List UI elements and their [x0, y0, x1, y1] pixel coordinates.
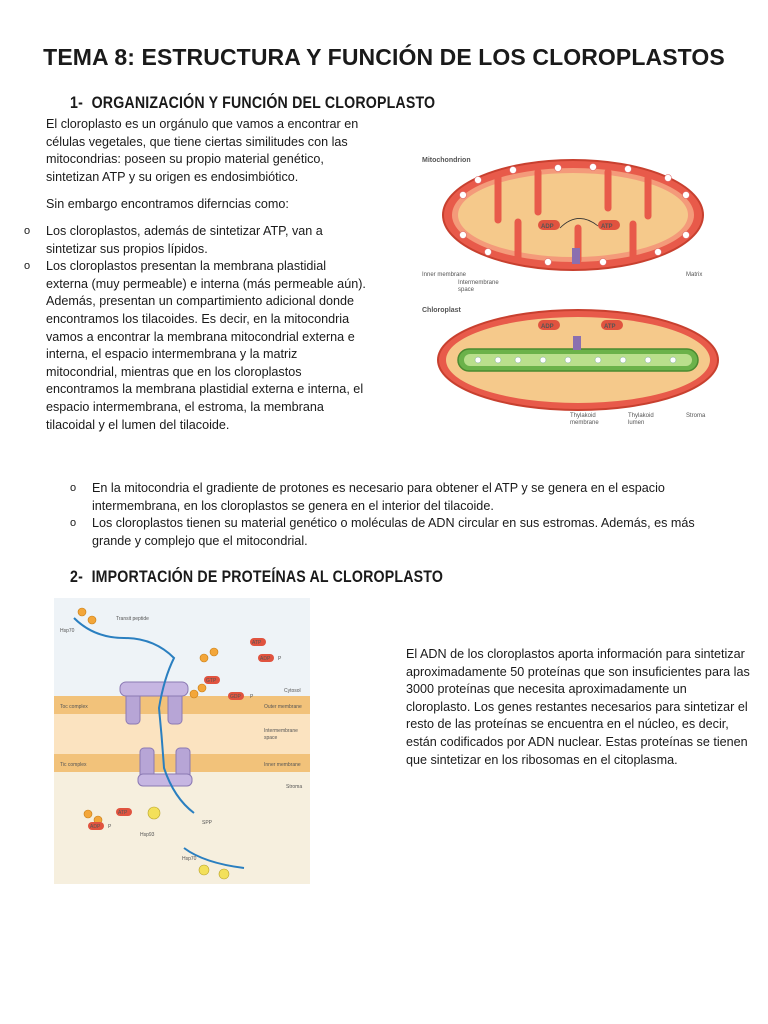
page-title: TEMA 8: ESTRUCTURA Y FUNCIÓN DE LOS CLOROPLASTOS [43, 44, 725, 70]
intro-paragraph: El cloroplasto es un orgánulo que vamos a encontrar en células vegetales, que tiene ciertas similitudes con las mitocondrias: poseen su propio material genético, sintetizan ATP y su origen es endosimbiótico. [46, 117, 359, 184]
mito-intermembrane-label: Intermembrane [458, 280, 499, 286]
import-hsp93-label: Hsp93 [140, 832, 155, 838]
section-1-heading [70, 94, 435, 113]
bullet-marker: o [70, 517, 77, 530]
import-gtp-label: GTP [206, 678, 217, 684]
chloroplast-illustration [438, 310, 718, 410]
bullet-marker: o [24, 224, 31, 237]
bullet-marker: o [24, 260, 31, 273]
bullet-list-bottom [46, 480, 726, 550]
section-1-bullets-wide [46, 480, 726, 550]
import-intermembrane-label: Intermembrane [264, 728, 298, 734]
chloro-atp-label: ATP [604, 324, 616, 330]
list-item [0, 258, 366, 434]
mito-matrix-label: Matrix [686, 272, 703, 278]
list-item-text: Los cloroplastos tienen su material genético o moléculas de ADN circular en sus estromas. Además, es más grande y complejo que el mitocondrial. [92, 516, 695, 548]
mito-inner-membrane-label: Inner membrane [422, 272, 467, 278]
thylakoid-membrane-label-2: membrane [570, 420, 599, 426]
bullet-marker: o [70, 482, 77, 494]
chloro-adp-label: ADP [541, 324, 554, 330]
list-item [46, 515, 726, 550]
chloro-title: Chloroplast [422, 307, 461, 314]
import-atp-label-1: ATP [252, 640, 262, 646]
list-item-text: En la mitocondria el gradiente de protones es necesario para obtener el ATP y se genera en el espacio intermembrana, en los cloroplastos se genera en el interior del tilacoide. [92, 481, 665, 513]
import-outer-membrane-label: Outer membrane [264, 704, 302, 710]
import-hsp70-label-2: Hsp70 [182, 856, 197, 862]
section-2-heading [70, 568, 443, 587]
import-hsp70-label: Hsp70 [60, 628, 75, 634]
section-1-text [24, 116, 366, 434]
import-toc-label: Toc complex [60, 704, 88, 710]
thylakoid-lumen-label: Thylakoid [628, 413, 654, 419]
import-tic-label: Tic complex [60, 762, 87, 768]
import-pi-label-1: P [278, 656, 282, 662]
import-adp-label-2: ADP [90, 824, 101, 830]
mito-atp-label: ATP [601, 224, 613, 230]
thylakoid-lumen-label-2: lumen [628, 420, 645, 426]
import-atp-label-2: ATP [118, 810, 128, 816]
list-item-text: Los cloroplastos, además de sintetizar ATP, van a sintetizar sus propios lípidos. [46, 223, 323, 256]
import-gdp-label: GDP [230, 694, 241, 700]
section-2-title: IMPORTACIÓN DE PROTEÍNAS AL CLOROPLASTO [91, 568, 444, 586]
section-2-paragraph: El ADN de los cloroplastos aporta información para sintetizar aproximadamente 50 proteínas que son insuficientes para las 3000 proteínas que necesita aproximadamente un cloroplasto. Los genes restantes necesarios para sintetizar el resto de las proteínas se encuentra en el núcleo, es decir, están codificados por ADN nuclear. Estas proteínas se tienen que sintetizar en los ribosomas en el citoplasma. [406, 647, 750, 767]
mitochondrion-illustration [443, 160, 703, 270]
import-pi-label-3: P [108, 824, 112, 830]
import-spp-label: SPP [202, 820, 213, 826]
bullet-list-top [0, 223, 366, 434]
section-1-number: 1- [70, 94, 83, 112]
list-item [0, 223, 366, 258]
import-adp-label-1: ADP [260, 656, 271, 662]
section-1-title: ORGANIZACIÓN Y FUNCIÓN DEL CLOROPLASTO [91, 94, 436, 112]
mito-intermembrane-label-2: space [458, 287, 475, 293]
import-pi-label-2: P [250, 694, 254, 700]
thylakoid-membrane-label: Thylakoid [570, 413, 596, 419]
chloro-stroma-label: Stroma [686, 413, 706, 419]
import-transit-peptide-label: Transit peptide [116, 616, 149, 622]
lead-paragraph: Sin embargo encontramos diferncias como: [46, 197, 289, 212]
import-inner-membrane-label: Inner membrane [264, 762, 301, 768]
protein-import-figure [54, 598, 310, 884]
list-item-text: Los cloroplastos presentan la membrana plastidial externa (muy permeable) e interna (más permeable aún). Además, presentan un compartimiento adicional donde encontramos los tilacoides. Es decir, en la mitocondria vamos a encontrar la membrana mitocondrial externa e interna, el espacio intermembrana y la matriz mitocondrial, mientras que en los cloroplastos encontramos la membrana plastidial externa e interna, el espacio intermembrana, el estroma, la membrana tilacoidal y el lumen del tilacoide. [46, 259, 366, 432]
mito-adp-label: ADP [541, 224, 554, 230]
import-stroma-label: Stroma [286, 784, 303, 790]
import-intermembrane-label-2: space [264, 735, 278, 741]
import-cytosol-label: Cytosol [284, 688, 301, 694]
list-item [46, 480, 726, 515]
mito-chloro-figure [418, 150, 728, 440]
mito-title: Mitochondrion [422, 157, 471, 164]
section-2-number: 2- [70, 568, 83, 586]
